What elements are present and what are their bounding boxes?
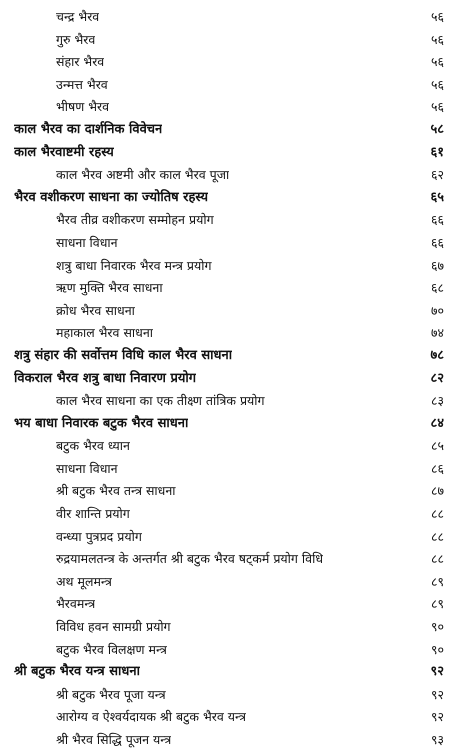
toc-entry (0, 729, 460, 752)
toc-entry-title: अथ मूलमन्त्र (56, 573, 112, 589)
toc-entry (0, 706, 460, 729)
toc-chapter-page: ६१ (430, 144, 444, 160)
toc-entry-title: शत्रु बाधा निवारक भैरव मन्त्र प्रयोग (56, 257, 212, 273)
toc-chapter-title: भैरव वशीकरण साधना का ज्योतिष रहस्य (14, 189, 208, 205)
toc-entry (0, 322, 460, 345)
toc-entry (0, 209, 460, 232)
toc-entry-title: साधना विधान (56, 460, 118, 476)
toc-entry (0, 29, 460, 52)
toc-entry-title: रुद्रयामलतन्त्र के अन्तर्गत श्री बटुक भैरव षट्कर्म प्रयोग विधि (56, 551, 324, 567)
toc-entry (0, 96, 460, 119)
toc-entry (0, 277, 460, 300)
toc-chapter-page: ६५ (430, 189, 444, 205)
toc-entry (0, 616, 460, 639)
toc-entry-title: महाकाल भैरव साधना (56, 325, 154, 341)
toc-entry (0, 435, 460, 458)
toc-entry-title: भैरवमन्त्र (56, 596, 96, 612)
toc-chapter (0, 187, 460, 210)
toc-entry-title: आरोग्य व ऐश्वर्यदायक श्री बटुक भैरव यन्त्र (56, 709, 247, 725)
toc-entry-title: भैरव तीव्र वशीकरण सम्मोहन प्रयोग (56, 212, 214, 228)
toc-chapter (0, 661, 460, 684)
toc-entry-page: ८९ (430, 573, 444, 589)
toc-entry (0, 74, 460, 97)
toc-entry-page: ९३ (430, 732, 444, 747)
toc-entry-page: ६८ (430, 280, 444, 296)
toc-entry-page: ८६ (430, 460, 444, 476)
toc-chapter-title: शत्रु संहार की सर्वोत्तम विधि काल भैरव साधना (14, 347, 233, 363)
toc-entry-title: बटुक भैरव ध्यान (56, 438, 130, 454)
toc-entry-title: ऋण मुक्ति भैरव साधना (56, 280, 163, 296)
toc-entry-page: ७० (430, 302, 444, 318)
toc-entry-page: ६२ (430, 167, 444, 183)
toc-entry (0, 390, 460, 413)
toc-entry (0, 526, 460, 549)
toc-chapter-title: विकराल भैरव शत्रु बाधा निवारण प्रयोग (14, 370, 197, 386)
toc-entry-page: ८८ (430, 506, 444, 522)
toc-entry-page: ९२ (430, 709, 444, 725)
toc-entry-title: श्री बटुक भैरव पूजा यन्त्र (56, 686, 166, 702)
toc-chapter-page: ९२ (430, 664, 444, 680)
toc-entry-page: ९० (430, 619, 444, 635)
toc-chapter (0, 345, 460, 368)
toc-entry-page: ५६ (430, 99, 444, 115)
toc-chapter-page: ५८ (430, 121, 444, 137)
toc-entry (0, 480, 460, 503)
toc-entry (0, 300, 460, 323)
toc-chapter-title: काल भैरवाष्टमी रहस्य (14, 144, 114, 160)
toc-chapter-title: भय बाधा निवारक बटुक भैरव साधना (14, 415, 189, 431)
toc-entry-page: ८३ (430, 393, 444, 409)
toc-entry-title: वीर शान्ति प्रयोग (56, 506, 130, 522)
toc-entry-page: ८९ (430, 596, 444, 612)
toc-entry-page: ९० (430, 641, 444, 657)
toc-entry (0, 458, 460, 481)
toc-entry-title: चन्द्र भैरव (56, 9, 100, 24)
toc-entry-page: ५६ (430, 9, 444, 24)
toc-chapter (0, 142, 460, 165)
toc-chapter-page: ७८ (430, 347, 444, 363)
toc-entry (0, 548, 460, 571)
toc-entry (0, 503, 460, 526)
toc-chapter (0, 368, 460, 391)
toc-entry (0, 639, 460, 662)
toc-entry-page: ५६ (430, 76, 444, 92)
toc-entry-page: ६६ (430, 212, 444, 228)
toc-chapter-page: ८२ (430, 370, 444, 386)
toc-entry-page: ६६ (430, 234, 444, 250)
toc-entry (0, 684, 460, 707)
toc-entry (0, 255, 460, 278)
toc-entry-page: ८८ (430, 551, 444, 567)
toc-entry-page: ९२ (430, 686, 444, 702)
toc-entry-title: उन्मत्त भैरव (56, 76, 108, 92)
toc-entry (0, 51, 460, 74)
toc-entry-title: संहार भैरव (56, 54, 105, 70)
toc-entry (0, 232, 460, 255)
toc-entry-title: गुरु भैरव (56, 31, 96, 47)
toc-entry-title: विविध हवन सामग्री प्रयोग (56, 619, 171, 635)
toc-entry-title: बटुक भैरव विलक्षण मन्त्र (56, 641, 167, 657)
toc-entry (0, 164, 460, 187)
toc-entry-page: ७४ (430, 325, 444, 341)
toc-entry-title: श्री भैरव सिद्धि पूजन यन्त्र (56, 732, 172, 747)
toc-entry-title: वन्ध्या पुत्रप्रद प्रयोग (56, 528, 142, 544)
toc-entry (0, 571, 460, 594)
toc-chapter (0, 119, 460, 142)
toc-chapter-title: श्री बटुक भैरव यन्त्र साधना (14, 664, 140, 680)
toc-entry (0, 6, 460, 29)
toc-entry-title: काल भैरव साधना का एक तीक्ष्ण तांत्रिक प्रयोग (56, 393, 265, 409)
toc-chapter-page: ८४ (430, 415, 444, 431)
toc-chapter-title: काल भैरव का दार्शनिक विवेचन (14, 121, 163, 137)
toc-entry-page: ८७ (430, 483, 444, 499)
toc-entry-title: श्री बटुक भैरव तन्त्र साधना (56, 483, 176, 499)
toc-entry-page: ५६ (430, 54, 444, 70)
toc-entry-page: ८५ (430, 438, 444, 454)
toc-entry-title: क्रोध भैरव साधना (56, 302, 135, 318)
toc-entry-page: ५६ (430, 31, 444, 47)
toc-chapter (0, 413, 460, 436)
toc-entry-title: साधना विधान (56, 234, 118, 250)
toc-entry-page: ८८ (430, 528, 444, 544)
toc-entry (0, 593, 460, 616)
toc-entry-title: भीषण भैरव (56, 99, 110, 115)
toc-entry-page: ६७ (430, 257, 444, 273)
toc-entry-title: काल भैरव अष्टमी और काल भैरव पूजा (56, 167, 230, 183)
